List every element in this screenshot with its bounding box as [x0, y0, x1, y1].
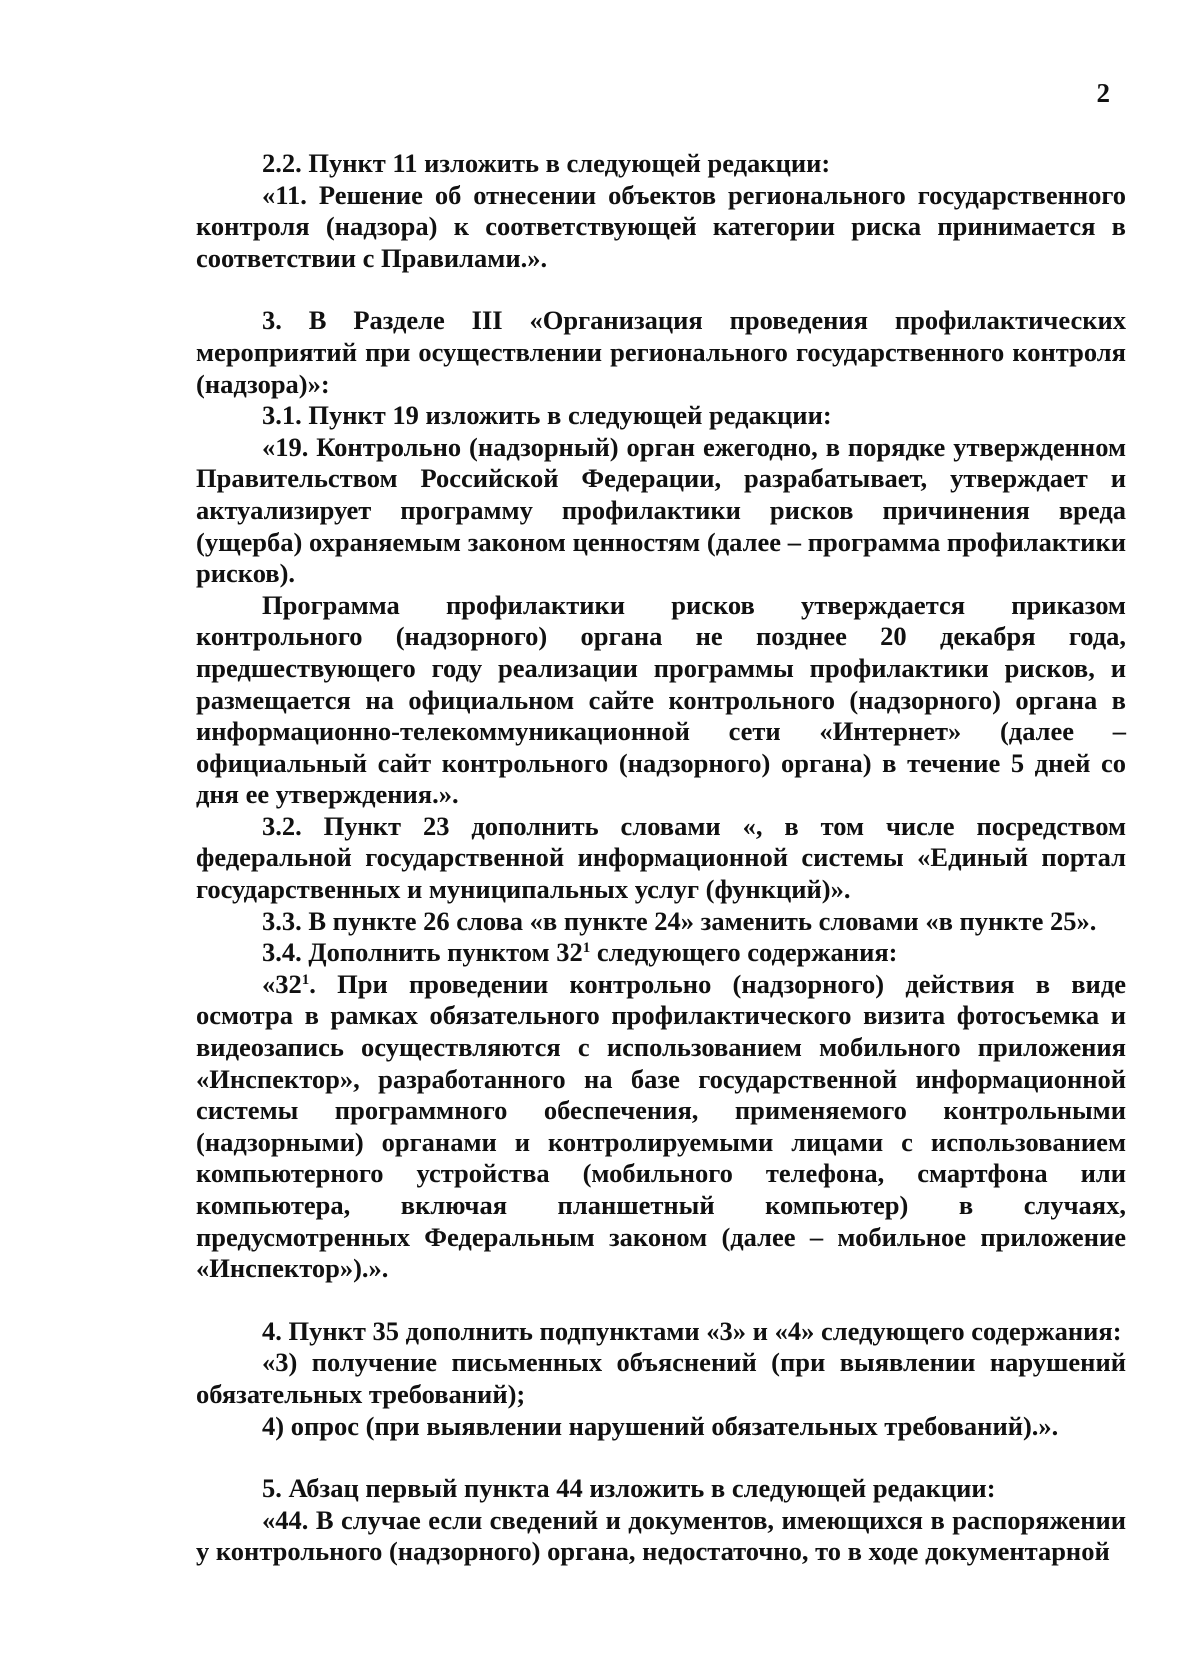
- paragraph-32-1-after: . При проведении контрольно (надзорного) действия в виде осмотра в рамках обязательного профилактического визита фотосъемка и видеозапись осуществляются с использованием мобильного приложения «Инспектор», разработанного на базе государственной информационной системы программного обеспечения, применяемого контрольными (надзорными) органами и контролируемыми лицами с использованием компьютерного устройства (мобильного телефона, смартфона или компьютера, включая планшетный компьютер) в случаях, предусмотренных Федеральным законом (далее – мобильное приложение «Инспектор»).».: [196, 968, 1126, 1284]
- paragraph-3-4: [196, 937, 1126, 969]
- paragraph-3-2: 3.2. Пункт 23 дополнить словами «, в том числе посредством федеральной государственной информационной системы «Единый портал государственных и муниципальных услуг (функций)».: [196, 810, 1126, 905]
- paragraph-2-2: 2.2. Пункт 11 изложить в следующей редакции:: [262, 148, 831, 178]
- document-body: [196, 148, 1126, 1568]
- paragraph-3-4-after: следующего содержания:: [590, 937, 898, 968]
- page-number: 2: [1096, 78, 1110, 108]
- superscript: 1: [301, 971, 310, 988]
- paragraph-gap: [196, 274, 1126, 305]
- paragraph-3-4-before: 3.4. Дополнить пунктом 32: [262, 937, 583, 968]
- paragraph-program: Программа профилактики рисков утверждается приказом контрольного (надзорного) органа не позднее 20 декабря года, предшествующего году реализации программы профилактики рисков, и размещается на официальном сайте контрольного (надзорного) органа в информационно-телекоммуникационной сети «Интернет» (далее – официальный сайт контрольного (надзорного) органа) в течение 5 дней со дня ее утверждения.».: [196, 589, 1126, 810]
- paragraph-subitem-4: 4) опрос (при выявлении нарушений обязательных требований).».: [262, 1410, 1059, 1441]
- paragraph-section-4: 4. Пункт 35 дополнить подпунктами «3» и «4» следующего содержания:: [262, 1315, 1122, 1346]
- paragraph-section-3: 3. В Разделе III «Организация проведения профилактических мероприятий при осуществлении регионального государственного контроля (надзора)»:: [196, 305, 1126, 399]
- paragraph-subitem-3: «3) получение письменных объяснений (при выявлении нарушений обязательных требований);: [196, 1347, 1126, 1409]
- paragraph-3-3: 3.3. В пункте 26 слова «в пункте 24» заменить словами «в пункте 25».: [262, 905, 1097, 936]
- paragraph-item-11: «11. Решение об отнесении объектов регионального государственного контроля (надзора) к соответствующей категории риска принимается в соответствии с Правилами.».: [196, 179, 1126, 273]
- paragraph-section-5: 5. Абзац первый пункта 44 изложить в следующей редакции:: [262, 1473, 996, 1504]
- paragraph-item-19: «19. Контрольно (надзорный) орган ежегодно, в порядке утвержденном Правительством Российской Федерации, разрабатывает, утверждает и актуализирует программу профилактики рисков причинения вреда (ущерба) охраняемым законом ценностям (далее – программа профилактики рисков).: [196, 431, 1126, 589]
- superscript: 1: [582, 940, 591, 957]
- paragraph-item-32-1: [196, 969, 1126, 1285]
- paragraph-3-1: 3.1. Пункт 19 изложить в следующей редакции:: [262, 400, 832, 431]
- paragraph-32-1-before: «32: [262, 968, 302, 999]
- paragraph-gap: [196, 1285, 1126, 1316]
- paragraph-item-44: «44. В случае если сведений и документов, имеющихся в распоряжении у контрольного (надзорного) органа, недостаточно, то в ходе документарной: [196, 1504, 1126, 1567]
- paragraph-gap: [196, 1442, 1126, 1473]
